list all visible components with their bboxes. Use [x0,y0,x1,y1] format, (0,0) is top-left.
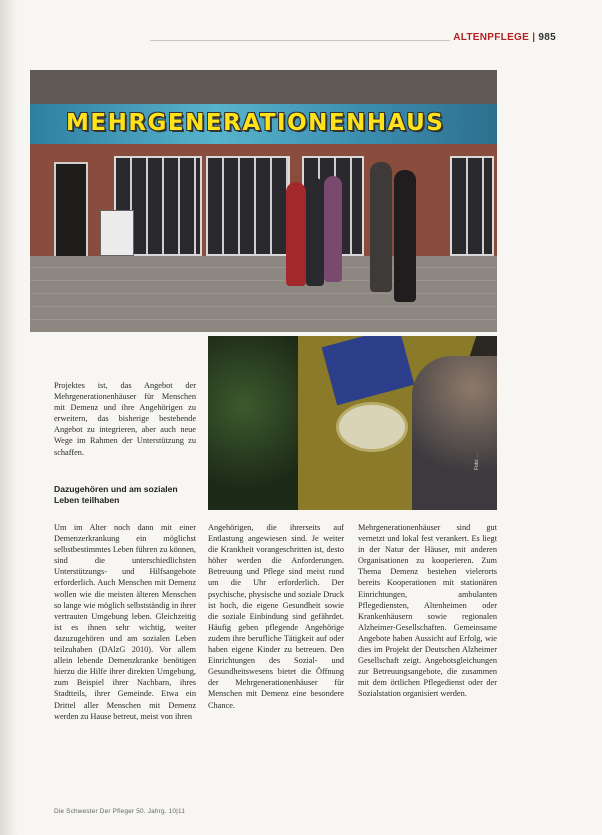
plate [336,402,408,452]
banner-graffiti-text: MEHRGENERATIONENHAUS [66,110,445,136]
window [450,156,494,256]
person [306,178,324,286]
separator: | [532,32,536,43]
column-3-body: Mehrgenerationenhäuser sind gut vernetzt und lokal fest verankert. Es liegt in der Natur der Häuser, mit anderen Organisationen zu kooperieren. Zum Thema Demenz bestehen vielerorts bereits Kooperationen mit stationären Einrichtungen, ambulanten Pflegediensten, Altenheimen oder Krankenhäusern sowie regionalen Alzheimer-Gesellschaften. Gemeinsame Angebote haben Aussicht auf Erfolg, wie dies im Projekt der Deutschen Alzheimer Gesellschaft zeigt. Angebotsgleichungen zur Betreuungsangebote, die zusammen mit dem örtlichen Pflegedienst oder der Sozialstation organisiert werden. [358,523,497,699]
subheading: Dazugehören und am sozialen Leben teilhaben [54,484,178,505]
column-1-intro: Projektes ist, das Angebot der Mehrgenerationenhäuser für Menschen mit Demenz und ihre Angehörigen zu erweitern, das bisherige bestehende Angebot zu integrieren, aber auch neue Wege im Rahmen der Unterstützung zu schaffen. [54,381,196,457]
plant [208,336,298,510]
photo-dining-table [208,336,497,510]
photo-credit: Foto: ... [474,453,480,470]
sidewalk-sign [100,210,134,256]
header-rule [150,40,450,41]
column-1-body: Um im Alter noch dann mit einer Demenzerkrankung ein möglichst selbstbestimmtes Leben führen zu können, sind die unterschiedlichsten Unterstützungs- und Hilfsangebote erforderlich. Auch Menschen mit Demenz wollen wie die meisten älteren Menschen so lange wie möglich selbstständig in ihrer vertrauten Umgebung leben. Gleichzeitig ist es ihnen sehr wichtig, weiter dazuzugehören und am sozialen Leben teilzuhaben (DAlzG 2010). Vor allem allein lebende Demenzkranke benötigen hierzu die Hilfe ihrer direkten Umgebung, zum Beispiel ihrer Nachbarn, ihres Stadtteils, ihrer Gemeinde. Etwa ein Drittel aller Menschen mit Demenz werden zu Hause betreut, meist von ihren [54,523,196,721]
running-head [453,32,556,43]
person [286,182,306,286]
page-gutter-shadow [0,0,18,835]
person [394,170,416,302]
person-eating [412,356,497,510]
window [206,156,290,256]
photo-sky [30,70,497,104]
page-number: 985 [538,32,556,43]
photo-mehrgenerationenhaus [30,70,497,332]
person [324,176,342,282]
page-footer: Die Schwester Der Pfleger 50. Jahrg. 10|11 [54,808,186,815]
sidewalk [30,256,497,332]
section-title: ALTENPFLEGE [453,32,530,43]
person [370,162,392,292]
column-2-body: Angehörigen, die ihrerseits auf Entlastung angewiesen sind. Je weiter die Krankheit vorangeschritten ist, desto höher werden die Anforderungen. Betreuung und Pflege sind meist rund um die Uhr erforderlich. Der psychische, physische und soziale Druck ist hoch, die eigene Gesundheit sowie die soziale Einbindung sind gefährdet. Häufig geben pflegende Angehörige zudem ihre berufliche Tätigkeit auf oder haben eigene Kinder zu betreuen. Den Einrichtungen des Sozial- und Gesundheitswesens bietet die Öffnung der Mehrgenerationenhäuser für Menschen mit Demenz eine besondere Chance. [208,523,344,710]
